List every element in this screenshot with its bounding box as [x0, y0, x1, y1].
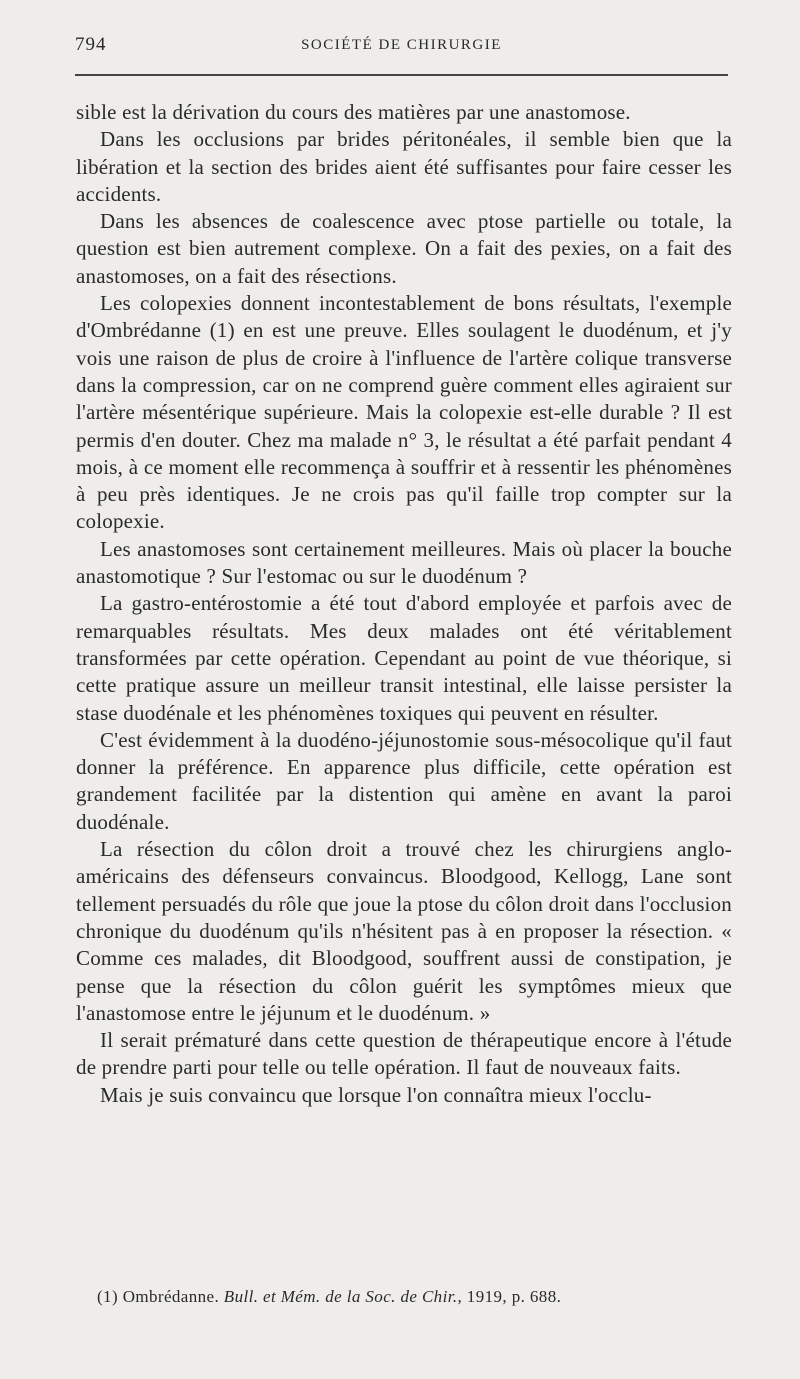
footnote	[97, 1287, 737, 1307]
footnote-details: 1919, p. 688.	[466, 1287, 562, 1306]
paragraph: Il serait prématuré dans cette question de thérapeutique encore à l'étude de prendre parti pour telle ou telle opération. Il faut de nouveaux faits.	[76, 1028, 732, 1080]
footnote-marker: (1)	[97, 1287, 119, 1306]
paragraph: La résection du côlon droit a trouvé chez les chirurgiens anglo-américains des défenseurs convaincus. Bloodgood, Kellogg, Lane sont tellement persuadés du rôle que joue la ptose du côlon droit dans l'occlusion chronique du duodénum qu'ils n'hésitent pas à en proposer la résection. « Comme ces malades, dit Bloodgood, souffrent aussi de constipation, je pense que la résection du côlon guérit les symptômes mieux que l'anastomose entre le jéjunum et le duodénum. »	[76, 837, 732, 1025]
paragraph: Dans les absences de coalescence avec ptose partielle ou totale, la question est bien autrement complexe. On a fait des pexies, on a fait des anastomoses, on a fait des résections.	[76, 209, 732, 288]
page-header	[75, 34, 728, 64]
footnote-journal: Bull. et Mém. de la Soc. de Chir.,	[223, 1287, 463, 1306]
paragraph: Mais je suis convaincu que lorsque l'on connaîtra mieux l'occlu-	[100, 1082, 652, 1107]
header-rule	[75, 74, 728, 76]
paragraph: sible est la dérivation du cours des matières par une anastomose.	[76, 100, 631, 124]
paragraph: Dans les occlusions par brides péritonéales, il semble bien que la libération et la section des brides aient été suffisantes pour faire cesser les accidents.	[76, 127, 732, 206]
paragraph: La gastro-entérostomie a été tout d'abord employée et parfois avec de remarquables résultats. Mes deux malades ont été véritablement transformées par cette opération. Cependant au point de vue théorique, si cette pratique assure un meilleur transit intestinal, elle laisse persister la stase duodénale et les phénomènes toxiques qui peuvent en résulter.	[76, 591, 732, 725]
paragraph: Les colopexies donnent incontestablement de bons résultats, l'exemple d'Ombrédanne (1) en est une preuve. Elles soulagent le duodénum, et j'y vois une raison de plus de croire à l'influence de l'artère colique transverse dans la compression, car on ne comprend guère comment elles agiraient sur l'artère mésentérique supérieure. Mais la colopexie est-elle durable ? Il est permis d'en douter. Chez ma malade n° 3, le résultat a été parfait pendant 4 mois, à ce moment elle recommença à souffrir et à ressentir les phénomènes à peu près identiques. Je ne crois pas qu'il faille trop compter sur la colopexie.	[76, 291, 732, 534]
paragraph: Les anastomoses sont certainement meilleures. Mais où placer la bouche anastomotique ? Sur l'estomac ou sur le duodénum ?	[76, 536, 732, 589]
paragraph: C'est évidemment à la duodéno-jéjunostomie sous-mésocolique qu'il faut donner la préférence. En apparence plus difficile, cette opération est grandement facilitée par la distention qui amène en avant la paroi duodénale.	[76, 727, 732, 834]
running-title: SOCIÉTÉ DE CHIRURGIE	[301, 37, 502, 53]
footnote-author: Ombrédanne.	[122, 1287, 220, 1306]
page-number: 794	[75, 34, 107, 55]
body-text	[76, 99, 732, 1109]
